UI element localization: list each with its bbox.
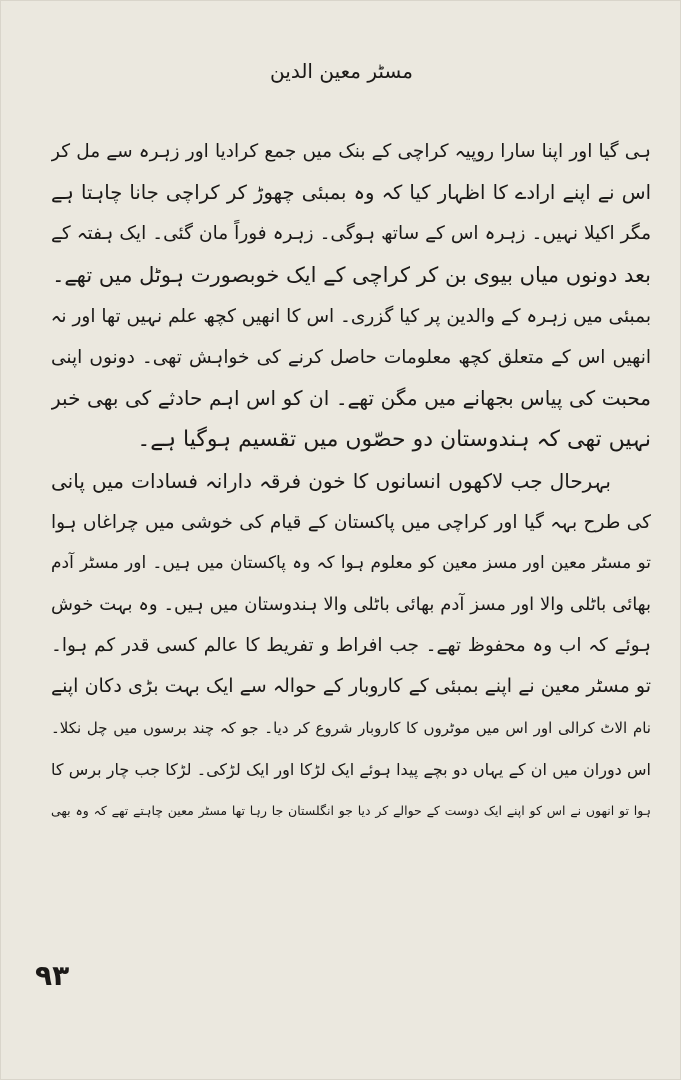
running-header bbox=[1, 59, 681, 83]
text-line: مگر اکیلا نہیں۔ زہرہ اس کے ساتھ ہوگی۔ زہرہ فوراً مان گئی۔ ایک ہفتہ کے bbox=[51, 223, 651, 245]
text-line: محبت کی پیاس بجھانے میں مگن تھے۔ ان کو اس اہم حادثے کی بھی خبر bbox=[51, 386, 651, 411]
text-line: ہوئے کہ اب وہ محفوظ تھے۔ جب افراط و تفریط کا عالم کسی قدر کم ہوا۔ bbox=[51, 635, 651, 657]
text-line: انھیں اس کے متعلق کچھ معلومات حاصل کرنے کی خواہش تھی۔ دونوں اپنی bbox=[51, 346, 651, 368]
page-number: ۹۳ bbox=[35, 959, 70, 992]
body-text bbox=[51, 131, 651, 831]
text-line: کی طرح بہہ گیا اور کراچی میں پاکستان کے قیام کی خوشی میں چراغاں ہوا bbox=[51, 511, 651, 533]
text-line: اس دوران میں ان کے یہاں دو بچے پیدا ہوئے ایک لڑکا اور ایک لڑکی۔ لڑکا جب چار برس کا bbox=[51, 759, 651, 779]
text-line: بعد دونوں میاں بیوی بن کر کراچی کے ایک خوبصورت ہوٹل میں تھے۔ bbox=[52, 262, 651, 287]
text-line: اس نے اپنے ارادے کا اظہار کیا کہ وہ بمبئی چھوڑ کر کراچی جانا چاہتا ہے bbox=[51, 181, 651, 205]
text-line: تو مسٹر معین اور مسز معین کو معلوم ہوا کہ وہ پاکستان میں ہیں۔ اور مسٹر آدم bbox=[51, 552, 651, 573]
text-line: نہیں تھی کہ ہندوستان دو حصّوں میں تقسیم ہوگیا ہے۔ bbox=[137, 427, 651, 453]
text-line: بھائی باٹلی والا اور مسز آدم بھائی باٹلی والا ہندوستان میں ہیں۔ وہ بہت خوش bbox=[51, 594, 651, 616]
text-line: تو مسٹر معین نے اپنے بمبئی کے کاروبار کے حوالہ سے ایک بہت بڑی دکان اپنے bbox=[51, 675, 651, 698]
text-line: ہوا تو انھوں نے اس کو اپنے ایک دوست کے حوالے کر دیا جو انگلستان جا رہا تھا مسٹر معین چاہتے تھے کہ وہ بھی bbox=[51, 803, 651, 818]
text-line: بہرحال جب لاکھوں انسانوں کا خون فرقہ دارانہ فسادات میں پانی bbox=[51, 468, 611, 493]
text-line: بمبئی میں زہرہ کے والدین پر کیا گزری۔ اس کا انھیں کچھ علم نہیں تھا اور نہ bbox=[51, 305, 651, 327]
text-line: نام الاٹ کرالی اور اس میں موٹروں کا کاروبار شروع کر دیا۔ جو کہ چند برسوں میں چل نکلا۔ bbox=[51, 718, 651, 737]
running-title: مسٹر معین الدین bbox=[270, 59, 413, 83]
text-line: ہی گیا اور اپنا سارا روپیہ کراچی کے بنک میں جمع کرادیا اور زہرہ سے مل کر bbox=[51, 141, 651, 162]
